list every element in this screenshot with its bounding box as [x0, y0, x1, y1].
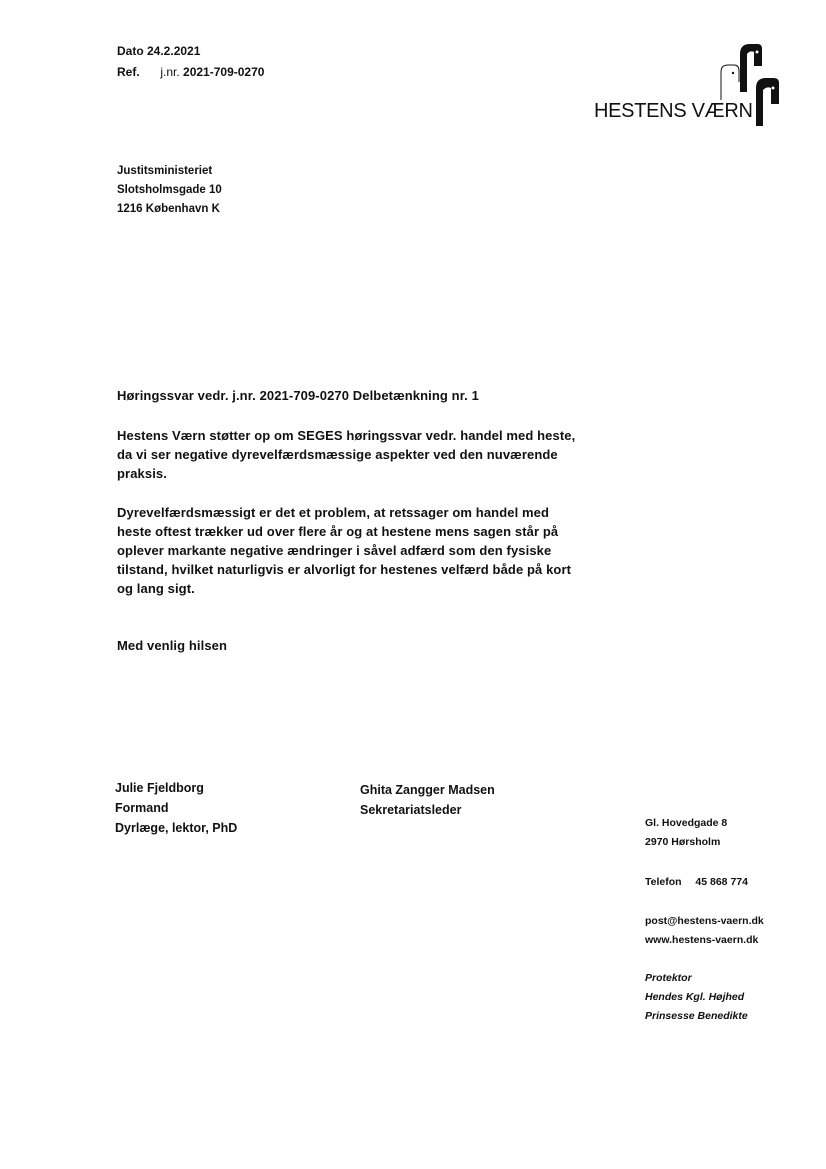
- paragraph-line: oplever markante negative ændringer i såvel adfærd som den fysiske: [117, 543, 552, 558]
- date-line: Dato 24.2.2021: [117, 44, 201, 58]
- paragraph-line: da vi ser negative dyrevelfærdsmæssige aspekter ved den nuværende: [117, 447, 558, 462]
- recipient-city: 1216 København K: [117, 203, 220, 215]
- closing-greeting: Med venlig hilsen: [117, 638, 228, 653]
- paragraph-2: [117, 503, 571, 598]
- reference-label: Ref.: [117, 65, 140, 79]
- signatory-title: Sekretariatsleder: [360, 803, 462, 817]
- paragraph-line: tilstand, hvilket naturligvis er alvorligt for hestenes velfærd både på kort: [117, 562, 572, 577]
- sidebar-online: [645, 912, 764, 950]
- sidebar-address: [645, 814, 727, 852]
- paragraph-1: [117, 426, 575, 483]
- paragraph-line: Dyrevelfærdsmæssigt er det et problem, at retssager om handel med: [117, 505, 550, 520]
- reference-line: [117, 65, 264, 79]
- signatory-name: Julie Fjeldborg: [115, 781, 204, 795]
- paragraph-line: og lang sigt.: [117, 581, 195, 596]
- letter-subject: Høringssvar vedr. j.nr. 2021-709-0270 Delbetænkning nr. 1: [117, 388, 479, 403]
- reference-prefix: j.nr.: [160, 65, 180, 79]
- signatory-1: [115, 778, 237, 838]
- signatory-title: Formand: [115, 801, 169, 815]
- recipient-name: Justitsministeriet: [117, 165, 213, 177]
- protector-line-1: Hendes Kgl. Højhed: [645, 991, 745, 1003]
- signatory-name: Ghita Zangger Madsen: [360, 783, 495, 797]
- reference-number: 2021-709-0270: [183, 65, 265, 79]
- recipient-street: Slotsholmsgade 10: [117, 184, 222, 196]
- website-link[interactable]: www.hestens-vaern.dk: [645, 934, 759, 946]
- recipient-address: [117, 162, 222, 219]
- protector-line-2: Prinsesse Benedikte: [645, 1010, 748, 1022]
- logo-wordmark: HESTENS VÆRN: [594, 100, 753, 122]
- email-link[interactable]: post@hestens-vaern.dk: [645, 915, 764, 927]
- sidebar-street: Gl. Hovedgade 8: [645, 817, 728, 829]
- signatory-2: [360, 780, 495, 820]
- sidebar-protector: [645, 969, 748, 1026]
- paragraph-line: praksis.: [117, 466, 167, 481]
- paragraph-line: heste oftest trækker ud over flere år og at hestene mens sagen står på: [117, 524, 559, 539]
- signatory-credentials: Dyrlæge, lektor, PhD: [115, 821, 238, 835]
- paragraph-line: Hestens Værn støtter op om SEGES høringssvar vedr. handel med heste,: [117, 428, 576, 443]
- phone-label: Telefon: [645, 876, 682, 888]
- sidebar-phone: [645, 873, 748, 892]
- phone-number: 45 868 774: [695, 876, 748, 888]
- organization-logo: [592, 40, 792, 130]
- sidebar-city: 2970 Hørsholm: [645, 836, 721, 848]
- protector-label: Protektor: [645, 972, 692, 984]
